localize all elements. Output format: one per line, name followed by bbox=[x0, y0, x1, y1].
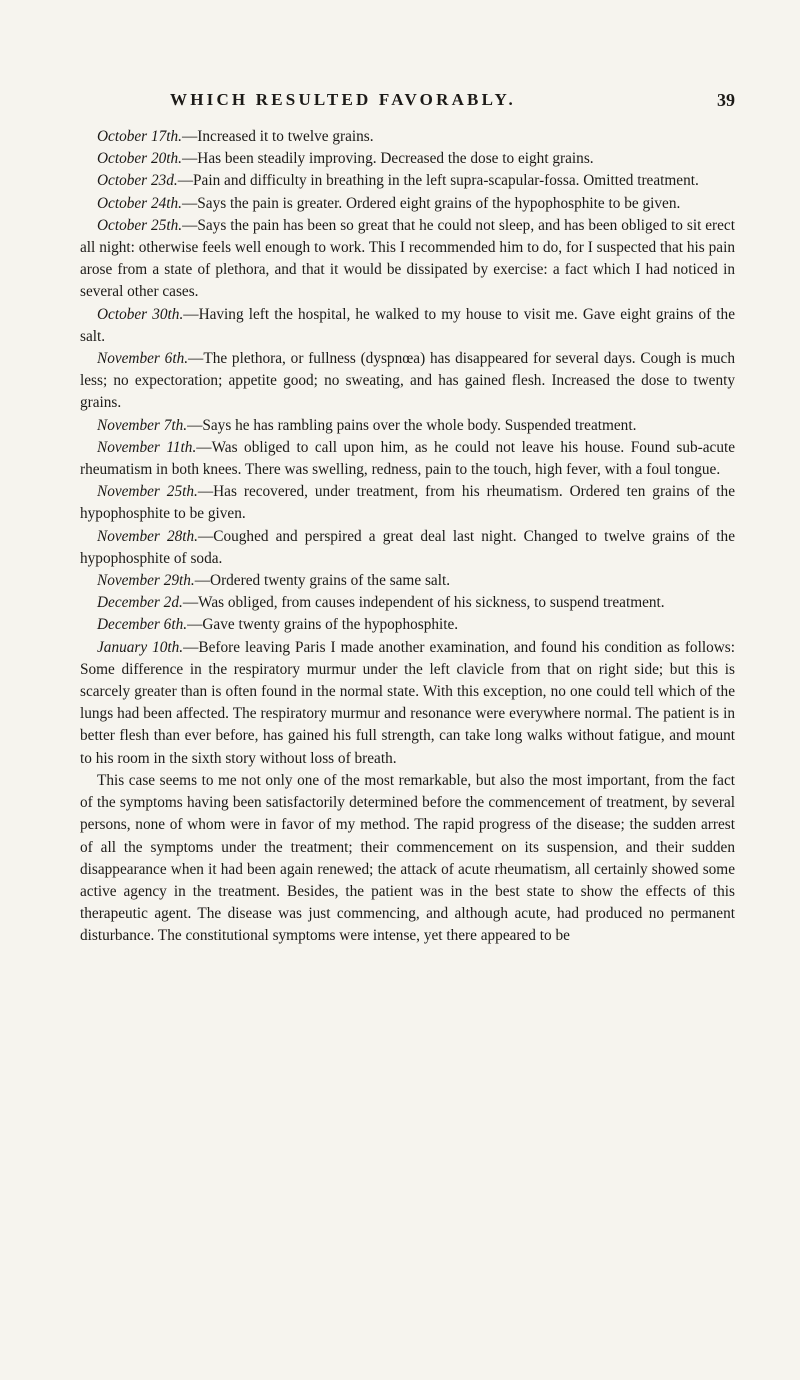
entry-text: —Increased it to twelve grains. bbox=[181, 128, 374, 145]
case-entry bbox=[80, 415, 735, 437]
case-entry bbox=[80, 481, 735, 525]
case-entry bbox=[80, 170, 735, 192]
closing-paragraph: This case seems to me not only one of the most remarkable, but also the most important, from the fact of the symptoms having been satisfactorily determined before the commencement of treatment, by several persons, none of whom were in favor of my method. The rapid progress of the disease; the sudden arrest of all the symptoms under the treatment; their commencement on its suspension, and their sudden disappearance when it had been again renewed; the attack of acute rheumatism, all certainly showed some active agency in the treatment. Besides, the patient was in the best state to show the effects of this therapeutic agent. The disease was just commencing, and although acute, had produced no permanent disturbance. The constitutional symptoms were intense, yet there appeared to be bbox=[80, 771, 735, 945]
running-head: WHICH RESULTED FAVORABLY. bbox=[170, 90, 516, 109]
entry-date: October 30th. bbox=[97, 305, 184, 323]
entry-date: November 6th. bbox=[97, 350, 189, 368]
case-entry bbox=[80, 526, 735, 570]
case-entry bbox=[80, 304, 735, 348]
entry-text: —Gave twenty grains of the hypophosphite. bbox=[187, 616, 459, 634]
entry-date: November 11th. bbox=[97, 438, 197, 456]
entry-text: —Was obliged, from causes independent of his sickness, to suspend treatment. bbox=[182, 594, 665, 612]
entry-text: —The plethora, or fullness (dyspnœa) has disappeared for several days. Cough is much less; no expectoration; appetite good; no sweating, and has gained flesh. Increased the dose to twenty grains. bbox=[80, 350, 735, 412]
entry-date: November 7th. bbox=[97, 416, 188, 434]
entry-text: —Ordered twenty grains of the same salt. bbox=[194, 572, 451, 590]
case-entry bbox=[80, 570, 735, 592]
entry-text: —Says the pain has been so great that he could not sleep, and has been obliged to sit erect all night: otherwise feels well enough to work. This I recommended him to do, for I suspected that his pain arose from a state of plethora, and that it would be dissipated by exercise: a fact which I had noticed in several other cases. bbox=[80, 216, 735, 301]
entry-date: October 24th. bbox=[97, 194, 182, 212]
page-number: 39 bbox=[717, 90, 735, 110]
entry-date: December 2d. bbox=[97, 594, 183, 612]
entry-date: November 28th. bbox=[97, 527, 198, 545]
entry-text: —Was obliged to call upon him, as he could not leave his house. Found sub-acute rheumatism in both knees. There was swelling, redness, pain to the touch, high fever, with a foul tongue. bbox=[80, 438, 736, 479]
page-body bbox=[80, 126, 735, 948]
case-entry bbox=[80, 437, 735, 481]
entry-text: —Has been steadily improving. Decreased the dose to eight grains. bbox=[181, 150, 594, 168]
entry-date: January 10th. bbox=[97, 638, 184, 656]
entry-date: November 29th. bbox=[97, 572, 195, 590]
case-entry bbox=[80, 348, 735, 415]
entry-text: —Having left the hospital, he walked to my house to visit me. Gave eight grains of the salt. bbox=[80, 305, 735, 345]
case-entry bbox=[80, 592, 735, 614]
case-entry bbox=[80, 637, 735, 770]
case-entries bbox=[80, 126, 735, 770]
entry-text: —Before leaving Paris I made another examination, and found his condition as follows: Some difference in the respiratory murmur under the left clavicle from that on right side; but this is scarcely greater than is often found in the normal state. With this exception, no one could tell which of the lungs had been affected. The respiratory murmur and resonance were everywhere normal. The patient is in better flesh than ever before, has gained his full strength, can take long walks without fatigue, and mount to his room in the sixth story without loss of breath. bbox=[80, 638, 735, 767]
page-header bbox=[80, 90, 735, 120]
entry-date: October 23d. bbox=[97, 172, 178, 190]
case-entry bbox=[80, 614, 735, 636]
entry-date: December 6th. bbox=[97, 616, 188, 634]
entry-text: —Coughed and perspired a great deal last night. Changed to twelve grains of the hypophosphite of soda. bbox=[80, 527, 735, 567]
book-page bbox=[80, 90, 735, 948]
entry-text: —Has recovered, under treatment, from his rheumatism. Ordered ten grains of the hypophosphite to be given. bbox=[80, 483, 735, 523]
case-entry bbox=[80, 126, 735, 148]
entry-date: October 20th. bbox=[97, 150, 182, 168]
entry-text: —Pain and difficulty in breathing in the left supra-scapular-fossa. Omitted treatment. bbox=[177, 172, 699, 190]
case-entry bbox=[80, 215, 735, 304]
entry-date: November 25th. bbox=[97, 483, 198, 501]
entry-date: October 17th. bbox=[97, 128, 182, 145]
entry-text: —Says he has rambling pains over the whole body. Suspended treatment. bbox=[187, 416, 637, 434]
entry-text: —Says the pain is greater. Ordered eight grains of the hypophosphite to be given. bbox=[181, 194, 681, 212]
entry-date: October 25th. bbox=[97, 216, 183, 234]
case-entry bbox=[80, 148, 735, 170]
case-entry bbox=[80, 193, 735, 215]
